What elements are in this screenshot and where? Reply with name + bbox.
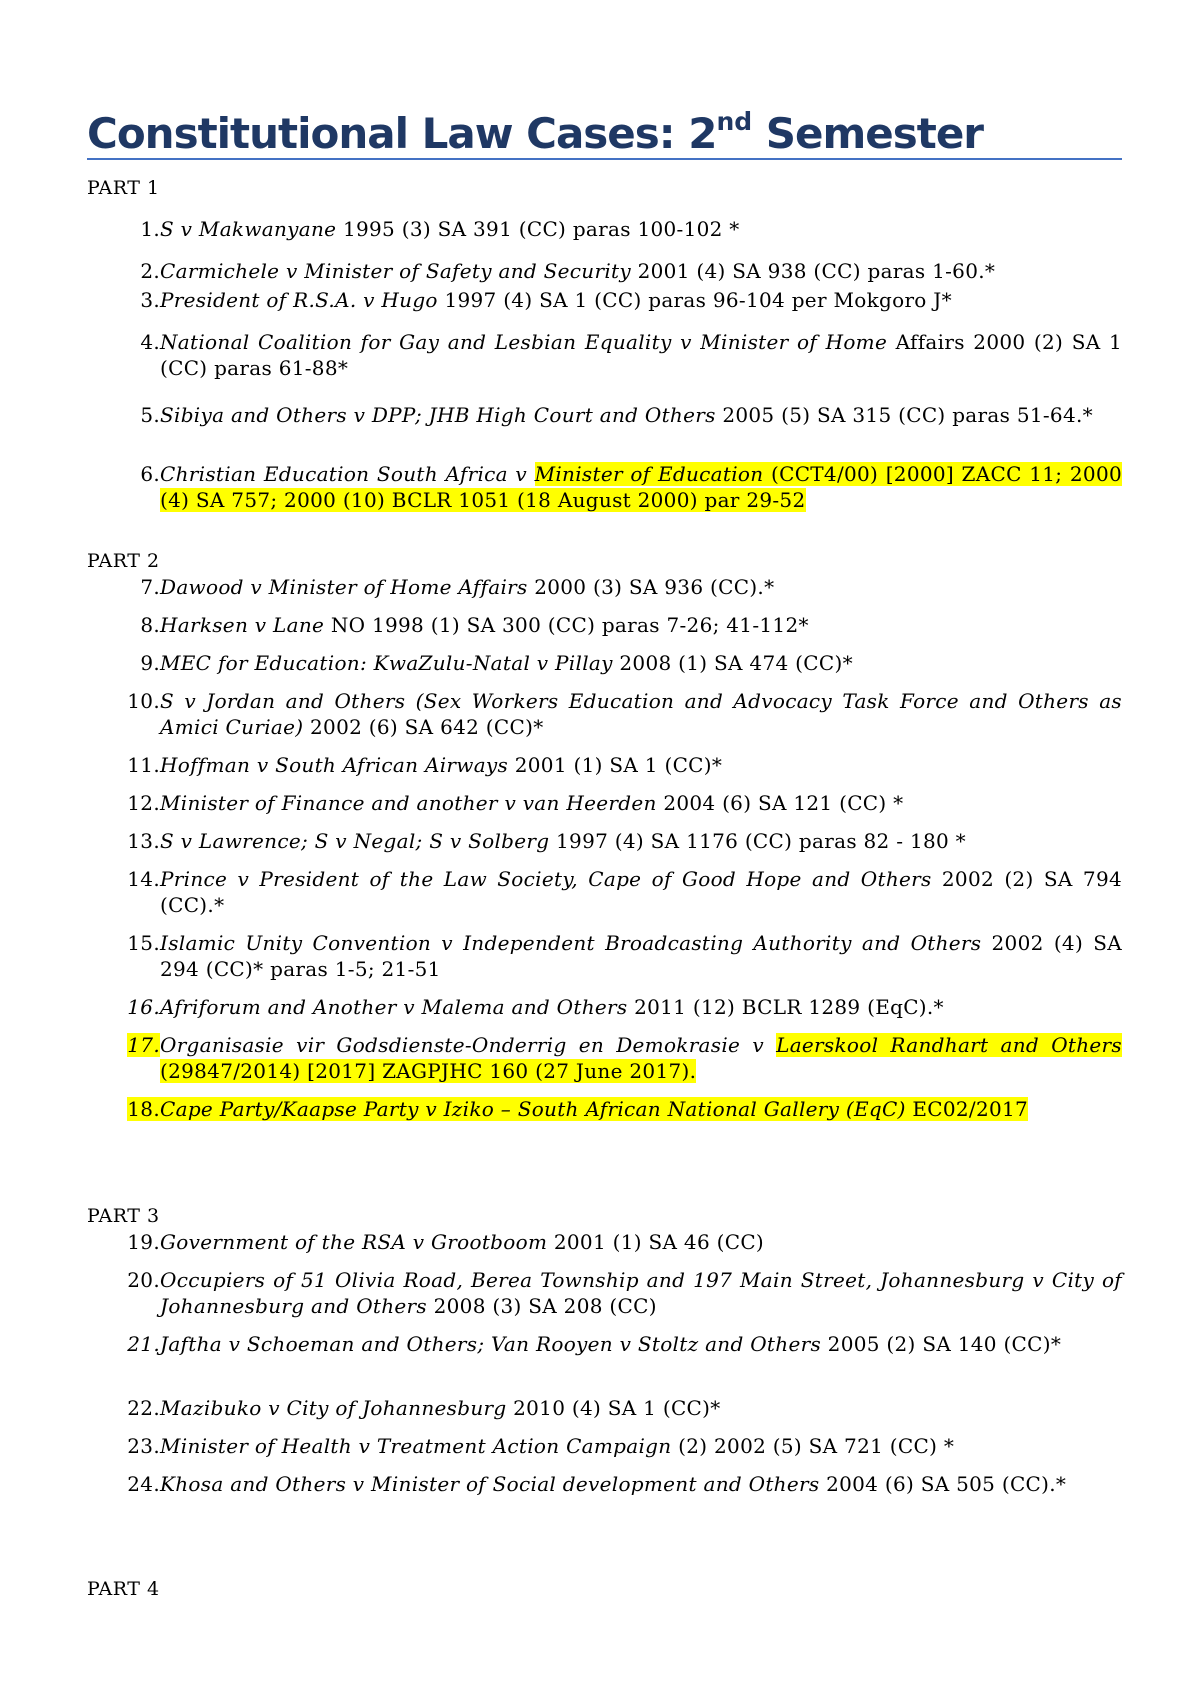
case-citation <box>160 216 1122 242</box>
case-number: 12. <box>127 791 160 815</box>
case-number: 5. <box>140 403 160 427</box>
case-citation <box>160 1267 1122 1319</box>
case-citation <box>160 1471 1122 1497</box>
case-name: Mazibuko v City of Johannesburg <box>160 1396 507 1420</box>
case-name: S v Lawrence; S v Negal; S v Solberg <box>160 829 550 853</box>
case-citation <box>160 258 1122 284</box>
case-citation <box>160 287 1122 313</box>
case-number: 19. <box>127 1230 160 1254</box>
case-citation <box>160 1032 1122 1084</box>
case-citation <box>160 1331 1122 1357</box>
case-citation <box>160 930 1122 982</box>
case-citation <box>160 866 1122 918</box>
case-reference: NO 1998 (1) SA 300 (CC) paras 7-26; 41-112* <box>324 613 809 637</box>
case-number: 4. <box>140 330 160 354</box>
case-number: 6. <box>140 462 160 486</box>
case-name: Afriforum and Another v Malema and Others <box>160 995 628 1019</box>
case-number: 13. <box>127 829 160 853</box>
case-reference: 2002 (2) SA 794 (CC).* <box>160 867 1122 917</box>
case-number: 23. <box>127 1434 160 1458</box>
case-number-highlight: 18. <box>127 1097 160 1121</box>
case-citation <box>160 650 1122 676</box>
case-number: 7. <box>140 575 160 599</box>
case-reference: 2005 (2) SA 140 (CC)* <box>821 1332 1062 1356</box>
page-title <box>87 92 1127 164</box>
case-number: 24. <box>127 1472 160 1496</box>
case-number: 21. <box>127 1332 160 1356</box>
case-name: Sibiya and Others v DPP; JHB High Court and Others <box>160 403 716 427</box>
highlighted-citation <box>160 1097 1028 1121</box>
case-reference: 2008 (1) SA 474 (CC)* <box>612 651 853 675</box>
case-citation <box>160 574 1122 600</box>
case-name: Hoffman v South African Airways <box>160 753 509 777</box>
case-number: 14. <box>127 867 160 891</box>
case-name: Cape Party/Kaapse Party v Iziko – South African National Gallery (EqC) <box>160 1097 906 1121</box>
case-number <box>87 1032 160 1058</box>
case-name: Government of the RSA v Grootboom <box>160 1230 548 1254</box>
case-citation <box>160 402 1122 428</box>
case-number: 15. <box>127 931 160 955</box>
case-name: Minister of Health v Treatment Action Campaign <box>160 1434 672 1458</box>
case-citation <box>160 1229 1122 1255</box>
case-number: 20. <box>127 1268 160 1292</box>
case-reference: 2001 (1) SA 1 (CC)* <box>508 753 723 777</box>
case-reference: 2005 (5) SA 315 (CC) paras 51-64.* <box>715 403 1093 427</box>
case-citation <box>160 461 1122 513</box>
case-name: Organisasie vir Godsdienste-Onderrig en Demokrasie v <box>160 1033 777 1057</box>
case-name: Prince v President of the Law Society, Cape of Good Hope and Others <box>160 867 932 891</box>
part-2-heading: PART 2 <box>87 550 160 572</box>
case-reference: 2000 (3) SA 936 (CC).* <box>527 575 775 599</box>
case-reference: 2004 (6) SA 121 (CC) * <box>656 791 904 815</box>
case-name: National Coalition for Gay and Lesbian Equality v Minister of Home <box>160 330 888 354</box>
case-number: 11. <box>127 753 160 777</box>
title-superscript: nd <box>716 107 753 136</box>
case-number: 8. <box>140 613 160 637</box>
case-name: S v Makwanyane <box>160 217 337 241</box>
case-number: 1. <box>140 217 160 241</box>
case-number <box>87 1096 160 1122</box>
case-citation <box>160 790 1122 816</box>
case-number: 16. <box>127 995 160 1019</box>
case-reference: 1997 (4) SA 1 (CC) paras 96-104 per Mokgoro J* <box>437 288 952 312</box>
case-citation <box>160 1433 1122 1459</box>
case-reference: (29847/2014) [2017] ZAGPJHC 160 (27 June 2017). <box>160 1059 697 1083</box>
case-citation <box>160 1096 1122 1122</box>
case-citation <box>160 329 1122 381</box>
case-name-highlighted: Minister of Education <box>534 462 764 486</box>
case-reference: 2008 (3) SA 208 (CC) <box>426 1294 657 1318</box>
case-reference: 2010 (4) SA 1 (CC)* <box>506 1396 721 1420</box>
case-citation <box>160 752 1122 778</box>
case-reference: 2002 (6) SA 642 (CC)* <box>303 715 544 739</box>
case-name: Occupiers of 51 Olivia Road, Berea Township and 197 Main Street, Johannesburg v City of Johannesburg and Others <box>160 1268 1122 1318</box>
case-reference: 2001 (4) SA 938 (CC) paras 1-60.* <box>630 259 996 283</box>
case-citation <box>160 612 1122 638</box>
case-name: Minister of Finance and another v van Heerden <box>160 791 657 815</box>
case-number: 9. <box>140 651 160 675</box>
case-reference: (CCT4/00) [2000] ZACC 11; 2000 (4) SA 757; 2000 (10) BCLR 1051 (18 August 2000) par 29-52 <box>160 462 1122 512</box>
case-reference: (2) 2002 (5) SA 721 (CC) * <box>671 1434 955 1458</box>
case-name: MEC for Education: KwaZulu-Natal v Pillay <box>160 651 613 675</box>
case-name: Dawood v Minister of Home Affairs <box>160 575 528 599</box>
title-end: Semester <box>752 109 984 158</box>
case-name: Jaftha v Schoeman and Others; Van Rooyen v Stoltz and Others <box>160 1332 822 1356</box>
case-name: Islamic Unity Convention v Independent Broadcasting Authority and Others <box>160 931 982 955</box>
case-citation <box>160 688 1122 740</box>
case-reference: 2002 (4) SA 294 (CC)* paras 1-5; 21-51 <box>160 931 1122 981</box>
part-4-heading: PART 4 <box>87 1578 160 1600</box>
case-reference: 2001 (1) SA 46 (CC) <box>547 1230 765 1254</box>
case-name: S v Jordan and Others (Sex Workers Education and Advocacy Task Force and Others as Amici Curiae) <box>160 689 1122 739</box>
case-name: Harksen v Lane <box>160 613 325 637</box>
case-reference: Affairs 2000 (2) SA 1 (CC) paras 61-88* <box>160 330 1122 380</box>
case-reference: 1997 (4) SA 1176 (CC) paras 82 - 180 * <box>549 829 966 853</box>
case-citation <box>160 828 1122 854</box>
case-reference: 2011 (12) BCLR 1289 (EqC).* <box>627 995 944 1019</box>
case-name: Khosa and Others v Minister of Social development and Others <box>160 1472 820 1496</box>
title-main: Constitutional Law Cases: 2 <box>87 109 717 158</box>
case-number: 22. <box>127 1396 160 1420</box>
part-1-heading: PART 1 <box>87 177 160 199</box>
case-reference: 2004 (6) SA 505 (CC).* <box>819 1472 1067 1496</box>
case-reference: EC02/2017 <box>905 1097 1029 1121</box>
case-reference: 1995 (3) SA 391 (CC) paras 100-102 * <box>336 217 740 241</box>
case-name: President of R.S.A. v Hugo <box>160 288 438 312</box>
case-name: Carmichele v Minister of Safety and Security <box>160 259 631 283</box>
case-number: 2. <box>140 259 160 283</box>
title-underline <box>87 158 1122 160</box>
case-name: Christian Education South Africa v <box>160 462 535 486</box>
case-number: 3. <box>140 288 160 312</box>
case-number-highlight: 17. <box>127 1033 160 1057</box>
case-name-highlighted: Laerskool Randhart and Others <box>776 1033 1122 1057</box>
case-citation <box>160 994 1122 1020</box>
case-citation <box>160 1395 1122 1421</box>
case-number: 10. <box>127 689 160 713</box>
part-3-heading: PART 3 <box>87 1205 160 1227</box>
